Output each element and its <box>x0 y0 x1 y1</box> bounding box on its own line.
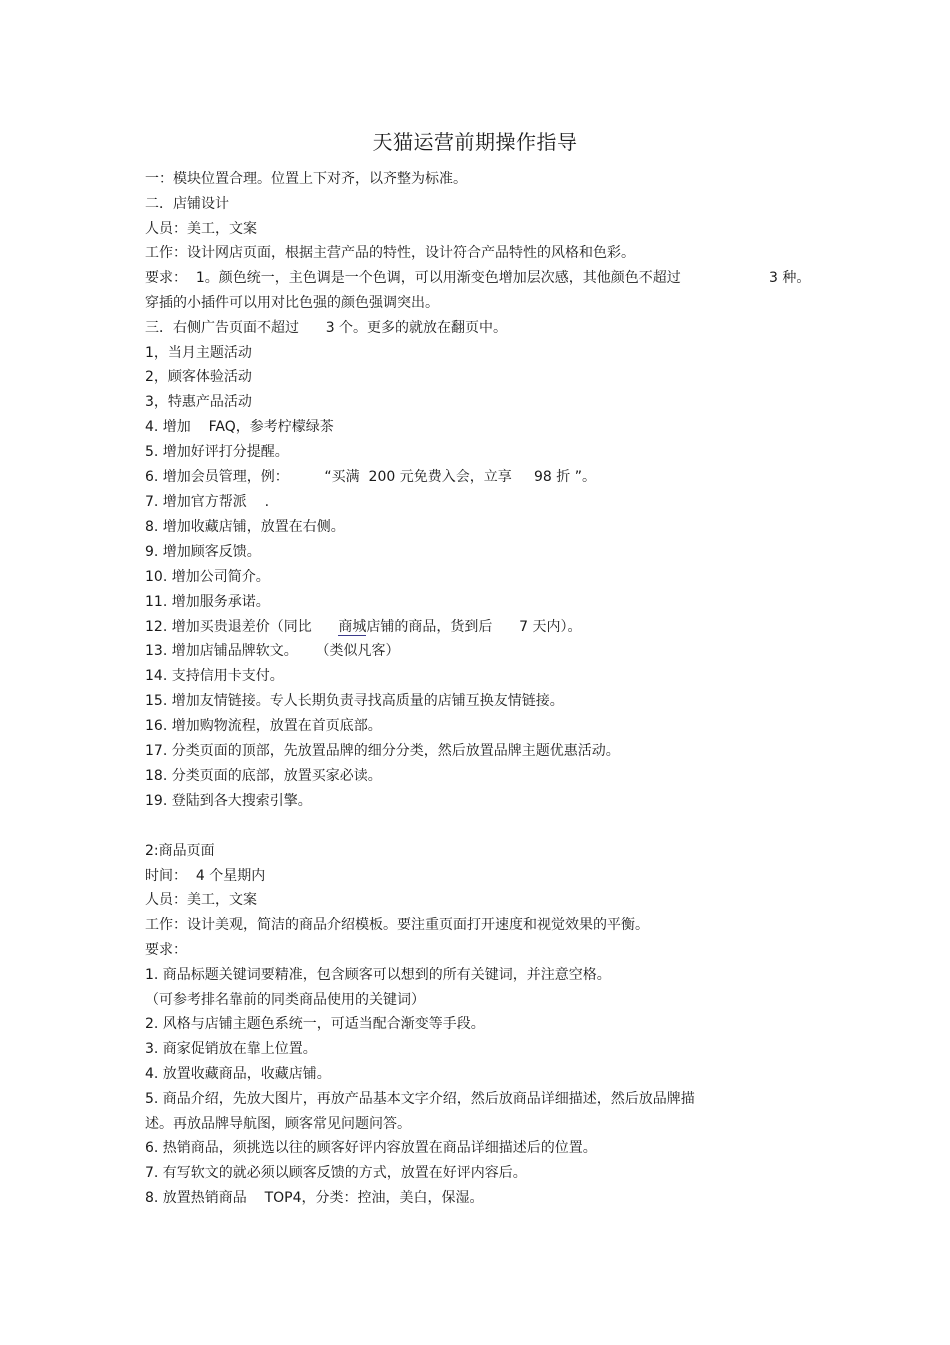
list-item: 14. 支持信用卡支付。 <box>145 668 284 685</box>
list-item: 4. 放置收藏商品，收藏店铺。 <box>145 1065 331 1082</box>
list-item: 5. 增加好评打分提醒。 <box>145 444 289 461</box>
product-section-heading: 2:商品页面 <box>145 842 215 859</box>
list-item: 10. 增加公司简介。 <box>145 568 270 585</box>
product-staff-line: 人员：美工，文案 <box>145 892 257 909</box>
list-item: 6. 增加会员管理，例： “买满 200 元免费入会，立享 98 折 ”。 <box>145 469 596 486</box>
shop-work-line: 工作：设计网店页面，根据主营产品的特性，设计符合产品特性的风格和色彩。 <box>145 245 635 262</box>
requirement-tail: 3 种。 <box>769 270 811 287</box>
list-item-12 <box>145 615 825 640</box>
list-item: 9. 增加顾客反馈。 <box>145 543 261 560</box>
list-item: 3，特惠产品活动 <box>145 394 252 411</box>
page-title: 天猫运营前期操作指导 <box>372 130 578 154</box>
list-item: 4. 增加 FAQ，参考柠檬绿茶 <box>145 419 334 436</box>
product-requirement-label: 要求： <box>145 941 187 958</box>
shop-design-heading: 二．店铺设计 <box>145 195 229 212</box>
shop-requirement-line-1 <box>145 266 825 291</box>
module-position-line: 一：模块位置合理。位置上下对齐，以齐整为标准。 <box>145 171 467 187</box>
list-item: 2. 风格与店铺主题色系统一，可适当配合渐变等手段。 <box>145 1016 485 1033</box>
list-item: 18. 分类页面的底部，放置买家必读。 <box>145 767 382 784</box>
product-time-line: 时间： 4 个星期内 <box>145 867 266 884</box>
list-item: 1. 商品标题关键词要精准，包含顾客可以想到的所有关键词，并注意空格。 <box>145 966 611 983</box>
list-item: 11. 增加服务承诺。 <box>145 593 270 610</box>
list-item: 8. 增加收藏店铺，放置在右侧。 <box>145 518 345 535</box>
list-item: （可参考排名靠前的同类商品使用的关键词） <box>145 991 425 1008</box>
product-work-line: 工作：设计美观，简洁的商品介绍模板。要注重页面打开速度和视觉效果的平衡。 <box>145 917 649 934</box>
list-item: 17. 分类页面的顶部，先放置品牌的细分分类，然后放置品牌主题优惠活动。 <box>145 743 620 760</box>
item12-after: 店铺的商品，货到后 7 天内）。 <box>366 618 582 635</box>
list-item: 5. 商品介绍，先放大图片，再放产品基本文字介绍，然后放商品详细描述，然后放品牌描 <box>145 1090 695 1107</box>
list-item: 1，当月主题活动 <box>145 344 252 361</box>
list-item: 7. 有写软文的就必须以顾客反馈的方式，放置在好评内容后。 <box>145 1165 527 1182</box>
list-item: 19. 登陆到各大搜索引擎。 <box>145 792 312 809</box>
list-item: 15. 增加友情链接。专人长期负责寻找高质量的店铺互换友情链接。 <box>145 693 564 710</box>
section-spacer <box>145 814 825 839</box>
mall-link[interactable]: 商城 <box>338 618 367 635</box>
requirement-text: 要求： 1。颜色统一，主色调是一个色调，可以用渐变色增加层次感，其他颜色不超过 <box>145 270 681 287</box>
list-item: 16. 增加购物流程，放置在首页底部。 <box>145 718 382 735</box>
right-ads-line: 三．右侧广告页面不超过 3 个。更多的就放在翻页中。 <box>145 319 508 336</box>
list-item: 6. 热销商品，须挑选以往的顾客好评内容放置在商品详细描述后的位置。 <box>145 1140 597 1157</box>
shop-requirement-line-2: 穿插的小插件可以用对比色强的颜色强调突出。 <box>145 294 439 311</box>
list-item: 述。再放品牌导航图，顾客常见问题问答。 <box>145 1115 411 1132</box>
list-item: 8. 放置热销商品 TOP4，分类：控油，美白，保湿。 <box>145 1189 484 1206</box>
list-item: 3. 商家促销放在靠上位置。 <box>145 1041 317 1058</box>
shop-staff-line: 人员：美工，文案 <box>145 220 257 237</box>
document-body <box>145 167 825 1211</box>
list-item: 13. 增加店铺品牌软文。 （类似凡客） <box>145 643 400 660</box>
list-item: 2，顾客体验活动 <box>145 369 252 386</box>
item12-before: 12. 增加买贵退差价（同比 <box>145 618 339 635</box>
list-item: 7. 增加官方帮派 . <box>145 494 270 511</box>
